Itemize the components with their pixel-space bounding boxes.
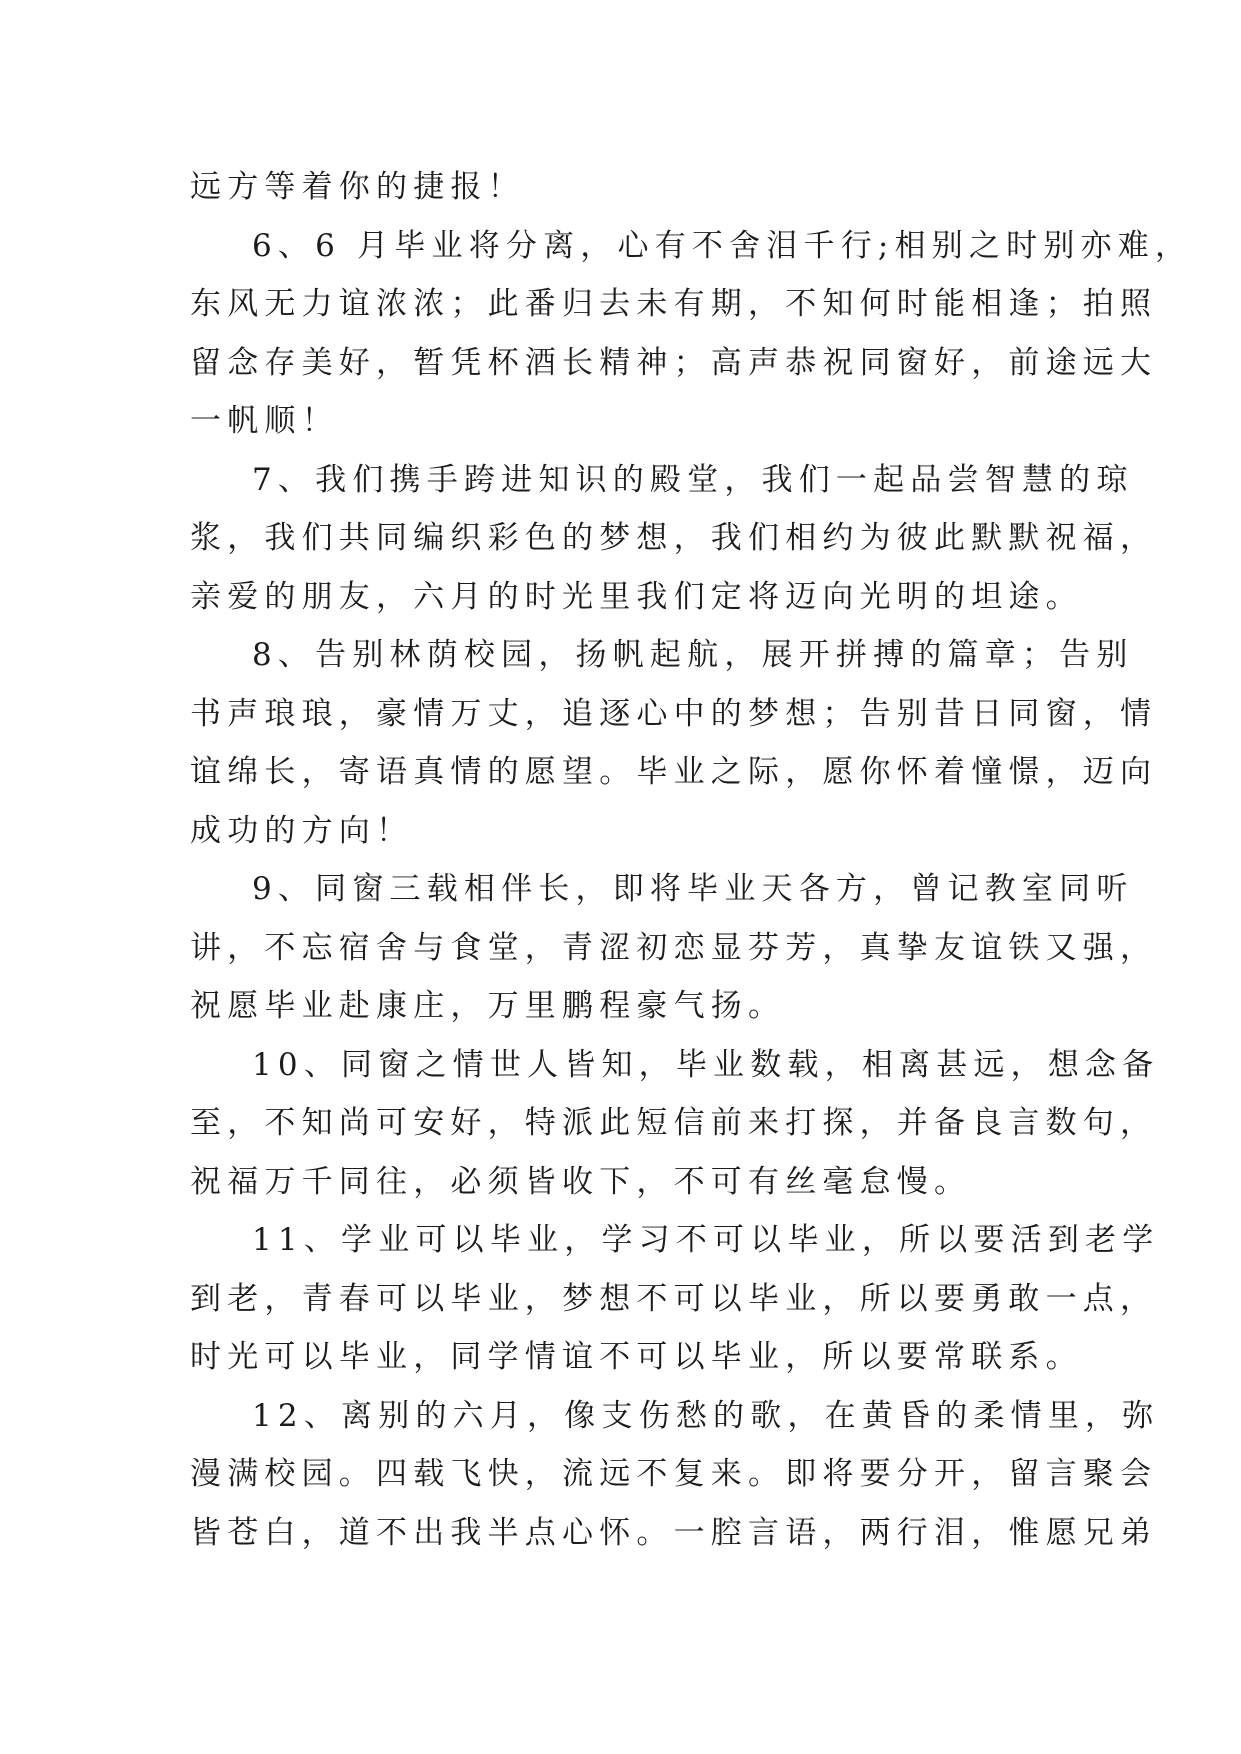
paragraph-start-line: 9、同窗三载相伴长，即将毕业天各方，曾记教室同听 — [252, 871, 1134, 907]
text-line: 成功的方向！ — [190, 812, 414, 849]
text-line: 皆苍白，道不出我半点心怀。一腔言语，两行泪，惟愿兄弟 — [190, 1514, 1158, 1551]
text-line: 东风无力谊浓浓；此番归去未有期，不知何时能相逢；拍照 — [190, 286, 1158, 322]
text-line: 浆，我们共同编织彩色的梦想，我们相约为彼此默默祝福， — [190, 520, 1158, 556]
paragraph-start-line: 6、6 月毕业将分离，心有不舍泪千行;相别之时别亦难， — [252, 227, 1193, 264]
text-line: 至，不知尚可安好，特派此短信前来打探，并备良言数句， — [190, 1105, 1158, 1141]
text-line: 到老，青春可以毕业，梦想不可以毕业，所以要勇敢一点， — [190, 1280, 1158, 1317]
text-line: 谊绵长，寄语真情的愿望。毕业之际，愿你怀着憧憬，迈向 — [190, 754, 1158, 790]
paragraph-start-line: 10、同窗之情世人皆知，毕业数载，相离甚远，想念备 — [252, 1046, 1160, 1083]
text-line: 一帆顺！ — [190, 403, 339, 439]
text-line: 时光可以毕业，同学情谊不可以毕业，所以要常联系。 — [190, 1339, 1083, 1375]
text-line: 祝愿毕业赴康庄，万里鹏程豪气扬。 — [190, 988, 786, 1024]
text-line: 远方等着你的捷报！ — [190, 169, 525, 205]
text-line: 留念存美好，暂凭杯酒长精神；高声恭祝同窗好，前途远大 — [190, 344, 1158, 381]
paragraph-start-line: 12、离别的六月，像支伤愁的歌，在黄昏的柔情里，弥 — [252, 1397, 1160, 1434]
text-line: 祝福万千同往，必须皆收下，不可有丝毫怠慢。 — [190, 1163, 972, 1200]
text-line: 漫满校园。四载飞快，流远不复来。即将要分开，留言聚会 — [190, 1456, 1158, 1492]
paragraph-start-line: 8、告别林荫校园，扬帆起航，展开拼搏的篇章；告别 — [252, 637, 1134, 673]
text-line: 讲，不忘宿舍与食堂，青涩初恋显芬芳，真挚友谊铁又强， — [190, 929, 1158, 966]
paragraph-start-line: 11、学业可以毕业，学习不可以毕业，所以要活到老学 — [252, 1222, 1160, 1258]
document-body — [190, 158, 1193, 1562]
text-line: 书声琅琅，豪情万丈，追逐心中的梦想；告别昔日同窗，情 — [190, 695, 1158, 732]
paragraph-start-line: 7、我们携手跨进知识的殿堂，我们一起品尝智慧的琼 — [252, 461, 1134, 498]
text-line: 亲爱的朋友，六月的时光里我们定将迈向光明的坦途。 — [190, 578, 1083, 615]
